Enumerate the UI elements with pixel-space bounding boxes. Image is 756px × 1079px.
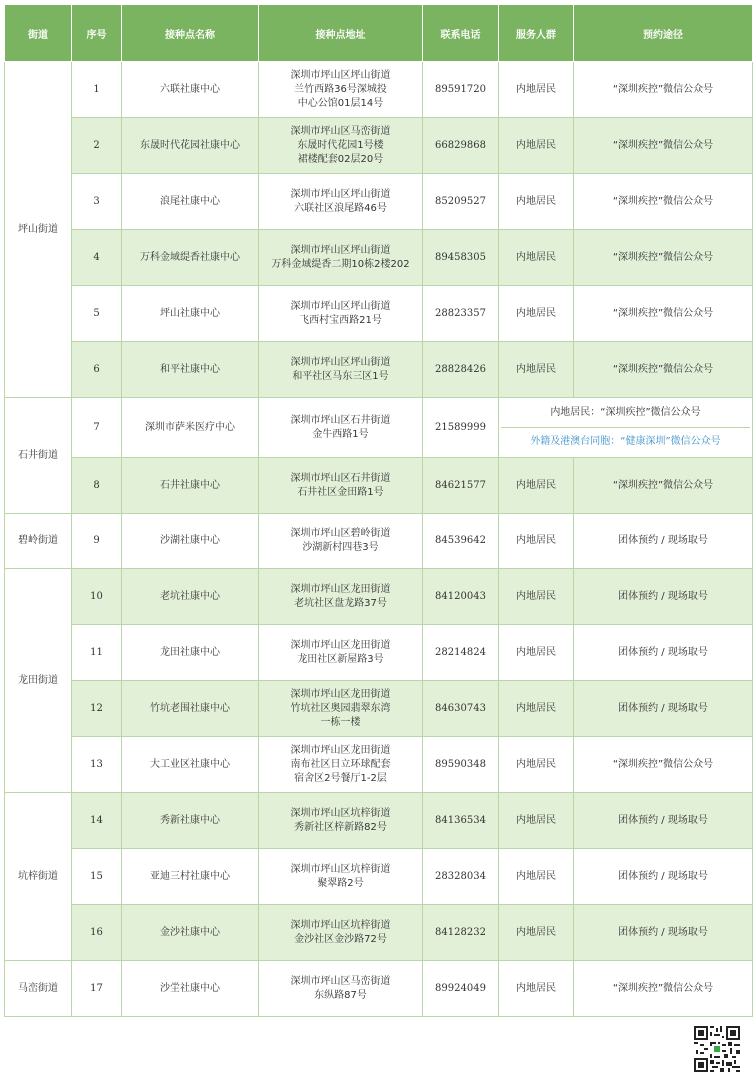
street-cell: 石井街道 bbox=[5, 398, 72, 514]
address-line: 深圳市坪山区坪山街道 bbox=[290, 300, 391, 312]
address-line: 一栋一楼 bbox=[320, 716, 361, 728]
service-group: 内地居民 bbox=[499, 625, 574, 681]
row-number: 12 bbox=[72, 681, 122, 737]
address-line: 石井社区金田路1号 bbox=[297, 486, 384, 498]
site-name: 秀新社康中心 bbox=[122, 793, 259, 849]
table-row bbox=[5, 398, 753, 458]
address-line: 飞西村宝西路21号 bbox=[299, 314, 382, 326]
address-line: 裙楼配套02层20号 bbox=[297, 153, 384, 165]
booking-route: “深圳疾控”微信公众号 bbox=[574, 62, 753, 118]
address-line: 南布社区日立环球配套 bbox=[290, 758, 391, 770]
booking-route: 团体预约 / 现场取号 bbox=[574, 849, 753, 905]
phone: 89458305 bbox=[423, 230, 499, 286]
row-number: 8 bbox=[72, 458, 122, 514]
row-number: 3 bbox=[72, 174, 122, 230]
address-line: 竹坑社区奥园翡翠东湾 bbox=[290, 702, 391, 714]
street-cell: 马峦街道 bbox=[5, 961, 72, 1017]
row-number: 4 bbox=[72, 230, 122, 286]
booking-route: 团体预约 / 现场取号 bbox=[574, 514, 753, 569]
address-line: 深圳市坪山区马峦街道 bbox=[290, 125, 391, 137]
booking-route: “深圳疾控”微信公众号 bbox=[574, 342, 753, 398]
service-group: 内地居民 bbox=[499, 458, 574, 514]
address-line: 万科金域缇香二期10栋2楼202 bbox=[271, 258, 410, 270]
booking-route: 团体预约 / 现场取号 bbox=[574, 569, 753, 625]
phone: 89924049 bbox=[423, 961, 499, 1017]
address-line: 深圳市坪山区坑梓街道 bbox=[290, 919, 391, 931]
address-line: 老坑社区盘龙路37号 bbox=[294, 597, 387, 609]
site-address bbox=[259, 342, 423, 398]
row-number: 1 bbox=[72, 62, 122, 118]
row-number: 5 bbox=[72, 286, 122, 342]
booking-route-mainland: 内地居民：“深圳疾控”微信公众号 bbox=[501, 399, 750, 428]
row-number: 13 bbox=[72, 737, 122, 793]
site-address bbox=[259, 174, 423, 230]
site-name: 和平社康中心 bbox=[122, 342, 259, 398]
site-name: 老坑社康中心 bbox=[122, 569, 259, 625]
row-number: 2 bbox=[72, 118, 122, 174]
site-address bbox=[259, 286, 423, 342]
address-line: 宿舍区2号餐厅1-2层 bbox=[294, 772, 387, 784]
header-row bbox=[5, 5, 753, 62]
row-number: 14 bbox=[72, 793, 122, 849]
site-name: 沙坣社康中心 bbox=[122, 961, 259, 1017]
booking-route: “深圳疾控”微信公众号 bbox=[574, 230, 753, 286]
address-line: 东纵路87号 bbox=[314, 989, 367, 1001]
address-line: 中心公馆01层14号 bbox=[297, 97, 384, 109]
service-group: 内地居民 bbox=[499, 342, 574, 398]
site-name: 大工业区社康中心 bbox=[122, 737, 259, 793]
site-name: 六联社康中心 bbox=[122, 62, 259, 118]
address-line: 深圳市坪山区龙田街道 bbox=[290, 688, 391, 700]
phone: 89591720 bbox=[423, 62, 499, 118]
address-line: 沙湖新村四巷3号 bbox=[302, 542, 379, 553]
address-line: 深圳市坪山区龙田街道 bbox=[290, 639, 391, 651]
table-row bbox=[5, 286, 753, 342]
address-line: 深圳市坪山区龙田街道 bbox=[290, 583, 391, 595]
site-name: 沙湖社康中心 bbox=[122, 514, 259, 569]
table-row bbox=[5, 849, 753, 905]
site-address bbox=[259, 569, 423, 625]
row-number: 15 bbox=[72, 849, 122, 905]
site-name: 石井社康中心 bbox=[122, 458, 259, 514]
table-row bbox=[5, 458, 753, 514]
street-cell: 龙田街道 bbox=[5, 569, 72, 793]
qr-code-icon bbox=[694, 1026, 740, 1072]
site-address bbox=[259, 961, 423, 1017]
booking-route: “深圳疾控”微信公众号 bbox=[574, 286, 753, 342]
table-row bbox=[5, 793, 753, 849]
service-group: 内地居民 bbox=[499, 569, 574, 625]
site-address bbox=[259, 458, 423, 514]
header-booking-route: 预约途径 bbox=[574, 5, 753, 62]
service-group: 内地居民 bbox=[499, 62, 574, 118]
phone: 84621577 bbox=[423, 458, 499, 514]
street-cell: 碧岭街道 bbox=[5, 514, 72, 569]
site-address bbox=[259, 118, 423, 174]
site-address bbox=[259, 625, 423, 681]
site-address bbox=[259, 681, 423, 737]
row-number: 6 bbox=[72, 342, 122, 398]
address-line: 深圳市坪山区坪山街道 bbox=[290, 188, 391, 200]
table-row bbox=[5, 230, 753, 286]
address-line: 金牛西路1号 bbox=[312, 428, 369, 440]
phone: 84630743 bbox=[423, 681, 499, 737]
address-line: 深圳市坪山区坪山街道 bbox=[290, 356, 391, 368]
street-cell: 坪山街道 bbox=[5, 62, 72, 398]
address-line: 深圳市坪山区坑梓街道 bbox=[290, 807, 391, 819]
table-row bbox=[5, 118, 753, 174]
service-group: 内地居民 bbox=[499, 174, 574, 230]
header-address: 接种点地址 bbox=[259, 5, 423, 62]
phone: 28823357 bbox=[423, 286, 499, 342]
site-address bbox=[259, 737, 423, 793]
address-line: 深圳市坪山区坪山街道 bbox=[290, 69, 391, 81]
row-number: 9 bbox=[72, 514, 122, 569]
booking-route-foreign: 外籍及港澳台同胞：“健康深圳”微信公众号 bbox=[530, 436, 721, 447]
table-row bbox=[5, 681, 753, 737]
address-line: 深圳市坪山区石井街道 bbox=[290, 414, 391, 426]
booking-route: 团体预约 / 现场取号 bbox=[574, 793, 753, 849]
address-line: 深圳市坪山区马峦街道 bbox=[290, 975, 391, 987]
site-name: 万科金域缇香社康中心 bbox=[122, 230, 259, 286]
row-number: 7 bbox=[72, 398, 122, 458]
street-cell: 坑梓街道 bbox=[5, 793, 72, 961]
address-line: 聚翠路2号 bbox=[317, 877, 364, 889]
address-line: 和平社区马东三区1号 bbox=[292, 370, 389, 382]
site-address bbox=[259, 849, 423, 905]
address-line: 六联社区浪尾路46号 bbox=[294, 202, 387, 214]
service-group: 内地居民 bbox=[499, 793, 574, 849]
site-name: 东晟时代花园社康中心 bbox=[122, 118, 259, 174]
table-row bbox=[5, 625, 753, 681]
table-row bbox=[5, 737, 753, 793]
address-line: 龙田社区新屋路3号 bbox=[297, 653, 384, 665]
header-phone: 联系电话 bbox=[423, 5, 499, 62]
site-name: 坪山社康中心 bbox=[122, 286, 259, 342]
booking-route: 团体预约 / 现场取号 bbox=[574, 905, 753, 961]
phone: 84136534 bbox=[423, 793, 499, 849]
booking-route: “深圳疾控”微信公众号 bbox=[574, 737, 753, 793]
address-line: 深圳市坪山区碧岭街道 bbox=[290, 528, 391, 539]
site-address bbox=[259, 905, 423, 961]
service-group: 内地居民 bbox=[499, 286, 574, 342]
table-row bbox=[5, 62, 753, 118]
address-line: 秀新社区梓新路82号 bbox=[294, 821, 387, 833]
service-group: 内地居民 bbox=[499, 961, 574, 1017]
table-row bbox=[5, 342, 753, 398]
booking-route: “深圳疾控”微信公众号 bbox=[574, 174, 753, 230]
header-service-group: 服务人群 bbox=[499, 5, 574, 62]
phone: 84539642 bbox=[423, 514, 499, 569]
site-name: 深圳市萨米医疗中心 bbox=[122, 398, 259, 458]
phone: 28328034 bbox=[423, 849, 499, 905]
table-row bbox=[5, 174, 753, 230]
header-number: 序号 bbox=[72, 5, 122, 62]
phone: 28828426 bbox=[423, 342, 499, 398]
phone: 21589999 bbox=[423, 398, 499, 458]
service-group: 内地居民 bbox=[499, 118, 574, 174]
phone: 89590348 bbox=[423, 737, 499, 793]
address-line: 东晟时代花园1号楼 bbox=[297, 139, 384, 151]
row-number: 17 bbox=[72, 961, 122, 1017]
header-street: 街道 bbox=[5, 5, 72, 62]
phone: 28214824 bbox=[423, 625, 499, 681]
booking-route: 团体预约 / 现场取号 bbox=[574, 681, 753, 737]
site-name: 金沙社康中心 bbox=[122, 905, 259, 961]
site-address bbox=[259, 793, 423, 849]
service-group: 内地居民 bbox=[499, 849, 574, 905]
booking-route: “深圳疾控”微信公众号 bbox=[574, 961, 753, 1017]
booking-route-split bbox=[499, 398, 753, 458]
site-address bbox=[259, 62, 423, 118]
phone: 85209527 bbox=[423, 174, 499, 230]
address-line: 深圳市坪山区坑梓街道 bbox=[290, 863, 391, 875]
phone: 84128232 bbox=[423, 905, 499, 961]
booking-route: “深圳疾控”微信公众号 bbox=[574, 458, 753, 514]
site-name: 亚迪三村社康中心 bbox=[122, 849, 259, 905]
table-row bbox=[5, 961, 753, 1017]
site-name: 龙田社康中心 bbox=[122, 625, 259, 681]
row-number: 11 bbox=[72, 625, 122, 681]
booking-route: 团体预约 / 现场取号 bbox=[574, 625, 753, 681]
address-line: 深圳市坪山区石井街道 bbox=[290, 472, 391, 484]
phone: 84120043 bbox=[423, 569, 499, 625]
service-group: 内地居民 bbox=[499, 737, 574, 793]
address-line: 深圳市坪山区坪山街道 bbox=[290, 244, 391, 256]
site-name: 竹坑老围社康中心 bbox=[122, 681, 259, 737]
table-row bbox=[5, 569, 753, 625]
table-row bbox=[5, 514, 753, 569]
booking-route: “深圳疾控”微信公众号 bbox=[574, 118, 753, 174]
row-number: 10 bbox=[72, 569, 122, 625]
service-group: 内地居民 bbox=[499, 905, 574, 961]
row-number: 16 bbox=[72, 905, 122, 961]
site-name: 浪尾社康中心 bbox=[122, 174, 259, 230]
service-group: 内地居民 bbox=[499, 514, 574, 569]
site-address bbox=[259, 230, 423, 286]
service-group: 内地居民 bbox=[499, 681, 574, 737]
address-line: 深圳市坪山区龙田街道 bbox=[290, 744, 391, 756]
address-line: 金沙社区金沙路72号 bbox=[294, 933, 387, 945]
site-address bbox=[259, 398, 423, 458]
service-group: 内地居民 bbox=[499, 230, 574, 286]
vaccination-sites-table bbox=[4, 4, 753, 1017]
address-line: 兰竹西路36号深城投 bbox=[294, 83, 387, 95]
site-address bbox=[259, 514, 423, 569]
header-site-name: 接种点名称 bbox=[122, 5, 259, 62]
phone: 66829868 bbox=[423, 118, 499, 174]
table-row bbox=[5, 905, 753, 961]
